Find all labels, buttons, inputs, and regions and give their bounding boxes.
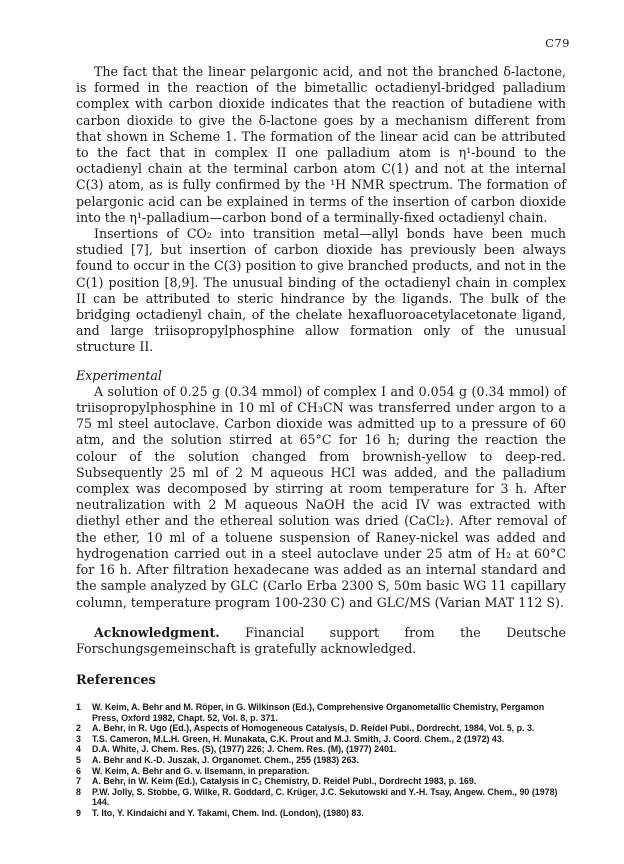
reference-text: T. Ito, Y. Kindaichi and Y. Takami, Chem. Ind. (London), (1980) 83.	[92, 808, 364, 819]
reference-item	[76, 702, 566, 723]
reference-text: T.S. Cameron, M.L.H. Green, H. Munakata, C.K. Prout and M.J. Smith, J. Coord. Chem., 2 (1972) 43.	[92, 733, 505, 744]
reference-number: 7	[76, 776, 81, 787]
reference-number: 8	[76, 786, 81, 797]
body-paragraph-1: The fact that the linear pelargonic acid, and not the branched δ-lactone, is formed in the reaction of the bimetallic octadienyl-bridged palladium complex with carbon dioxide indicates that the reaction of butadiene with carbon dioxide to give the δ-lactone goes by a mechanism different from that shown in Scheme 1. The formation of the linear acid can be attributed to the fact that in complex II one palladium atom is η¹-bound to the octadienyl chain at the terminal carbon atom C(1) and not at the internal C(3) atom, as is fully confirmed by the ¹H NMR spectrum. The formation of pelargonic acid can be explained in terms of the insertion of carbon dioxide into the η¹-palladium—carbon bond of a terminally-fixed octadienyl chain.	[76, 64, 566, 225]
reference-item	[76, 723, 566, 734]
reference-text: A. Behr and K.-D. Juszak, J. Organomet. Chem., 255 (1983) 263.	[92, 755, 359, 766]
reference-number: 3	[76, 733, 81, 744]
reference-item	[76, 744, 566, 755]
page-number: C79	[545, 36, 570, 50]
references-heading: References	[76, 673, 156, 689]
reference-item	[76, 766, 566, 777]
body-paragraph-2: Insertions of CO₂ into transition metal—allyl bonds have been much studied [7], but insertion of carbon dioxide has previously been always found to occur in the C(3) position to give branched products, and not in the C(1) position [8,9]. The unusual binding of the octadienyl chain in complex II can be attributed to steric hindrance by the ligands. The bulk of the bridging octadienyl chain, of the chelate hexafluoroacetylacetonate ligand, and large triisopropylphosphine allow formation only of the unusual structure II.	[76, 226, 566, 355]
references-list	[76, 702, 566, 819]
page-content	[76, 64, 566, 819]
acknowledgment-label: Acknowledgment.	[94, 624, 220, 640]
reference-number: 6	[76, 765, 81, 776]
reference-number: 2	[76, 723, 81, 734]
reference-text: W. Keim, A. Behr and G. v. Ilsemann, in preparation.	[92, 765, 310, 776]
experimental-heading: Experimental	[76, 367, 162, 383]
reference-text: D.A. White, J. Chem. Res. (S), (1977) 226; J. Chem. Res. (M), (1977) 2401.	[92, 744, 397, 755]
acknowledgment-text: Financial support from the Deutsche Forschungsgemeinschaft is gratefully acknowledged.	[76, 624, 566, 656]
acknowledgment-paragraph	[76, 625, 566, 657]
reference-number: 1	[76, 702, 81, 713]
experimental-paragraph: A solution of 0.25 g (0.34 mmol) of complex I and 0.054 g (0.34 mmol) of triisopropylphosphine in 10 ml of CH₃CN was transferred under argon to a 75 ml steel autoclave. Carbon dioxide was admitted up to a pressure of 60 atm, and the solution stirred at 65°C for 16 h; during the reaction the colour of the solution changed from brownish-yellow to deep-red. Subsequently 25 ml of 2 M aqueous HCl was added, and the palladium complex was decomposed by stirring at room temperature for 3 h. After neutralization with 2 M aqueous NaOH the acid IV was extracted with diethyl ether and the ethereal solution was dried (CaCl₂). After removal of the ether, 10 ml of a toluene suspension of Raney-nickel was added and hydrogenation carried out in a steel autoclave under 25 atm of H₂ at 60°C for 16 h. After filtration hexadecane was added as an internal standard and the sample analyzed by GLC (Carlo Erba 2300 S, 50m basic WG 11 capillary column, temperature program 100-230 C) and GLC/MS (Varian MAT 112 S).	[76, 383, 566, 610]
reference-text: A. Behr, in W. Keim (Ed.), Catalysis in C₁ Chemistry, D. Reidel Publ., Dordrecht 1983, p. 169.	[92, 776, 477, 787]
reference-text: P.W. Jolly, S. Stobbe, G. Wilke, R. Goddard, C. Krüger, J.C. Sekutowski and Y.-H. Tsay, Angew. Chem., 90 (1978) 144.	[92, 786, 558, 808]
reference-item	[76, 808, 566, 819]
reference-item	[76, 776, 566, 787]
reference-number: 9	[76, 808, 81, 819]
reference-text: A. Behr, in R. Ugo (Ed.), Aspects of Homogeneous Catalysis, D. Reidel Publ., Dordrecht, 1984, Vol. 5, p. 3.	[92, 723, 535, 734]
reference-number: 4	[76, 744, 81, 755]
reference-item	[76, 755, 566, 766]
reference-item	[76, 734, 566, 745]
reference-item	[76, 787, 566, 808]
reference-text: W. Keim, A. Behr and M. Röper, in G. Wilkinson (Ed.), Comprehensive Organometallic Chemistry, Pergamon Press, Oxford 1982, Chapt. 52, Vol. 8, p. 371.	[92, 702, 545, 723]
reference-number: 5	[76, 755, 81, 766]
